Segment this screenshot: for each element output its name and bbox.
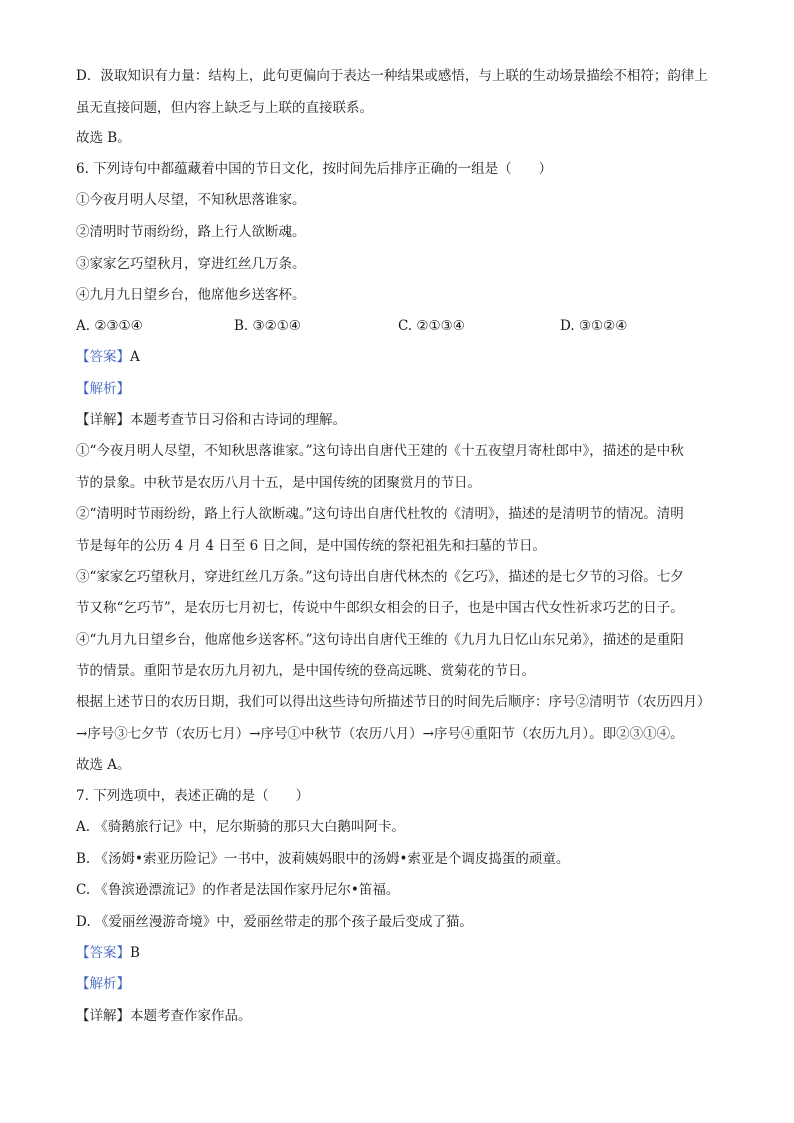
q6-explanation-line-5: ③“家家乞巧望秋月，穿进红丝几万条。”这句诗出自唐代林杰的《乞巧》，描述的是七夕节的习俗。七夕 — [76, 569, 684, 585]
q6-option-a: A. ②③①④ — [76, 318, 143, 334]
q6-stem: 6. 下列诗句中都蕴藏着中国的节日文化，按时间先后排序正确的一组是（ ） — [76, 161, 553, 177]
q6-item-4: ④九月九日望乡台，他席他乡送客杯。 — [76, 287, 306, 303]
q6-explanation-line-10: →序号③七夕节（农历七月）→序号①中秋节（农历八月）→序号④重阳节（农历九月）。即②③①④。 — [76, 726, 684, 742]
q6-explanation-line-8: 节的情景。重阳节是农历九月初九，是中国传统的登高远眺、赏菊花的节日。 — [76, 663, 535, 679]
q6-answer — [76, 347, 736, 367]
q5-conclusion: 故选 B。 — [76, 130, 131, 146]
q7-detail-tag: 【详解】 — [76, 1008, 130, 1024]
q6-explanation-line-6: 节又称“乞巧节”，是农历七月初七，传说中牛郎织女相会的日子，也是中国古代女性祈求巧艺的日子。 — [76, 600, 684, 616]
q6-item-3: ③家家乞巧望秋月，穿进红丝几万条。 — [76, 256, 306, 272]
q7-answer-tag: 【答案】 — [76, 945, 130, 961]
q6-explanation-line-9: 根据上述节日的农历日期，我们可以得出这些诗句所描述节日的时间先后顺序：序号②清明节（农历四月） — [76, 694, 711, 710]
q7-detail — [76, 1006, 736, 1026]
q6-option-c: C. ②①③④ — [398, 318, 465, 334]
q7-option-d: D. 《爱丽丝漫游奇境》中，爱丽丝带走的那个孩子最后变成了猫。 — [76, 914, 473, 930]
q7-analysis-label: 【解析】 — [76, 976, 130, 992]
q6-explanation-line-7: ④“九月九日望乡台，他席他乡送客杯。”这句诗出自唐代王维的《九月九日忆山东兄弟》，描述的是重阳 — [76, 632, 684, 648]
q6-explanation-line-3: ②“清明时节雨纷纷，路上行人欲断魂。”这句诗出自唐代杜牧的《清明》，描述的是清明节的情况。清明 — [76, 506, 684, 522]
q6-explanation-line-4: 节是每年的公历 4 月 4 日至 6 日之间，是中国传统的祭祀祖先和扫墓的节日。 — [76, 538, 547, 554]
q6-explanation-line-1: ①“今夜月明人尽望，不知秋思落谁家。”这句诗出自唐代王建的《十五夜望月寄杜郎中》，描述的是中秋 — [76, 443, 684, 459]
q6-detail-intro: 本题考查节日习俗和古诗词的理解。 — [130, 412, 346, 428]
q6-option-d: D. ③①②④ — [560, 318, 628, 334]
q6-conclusion: 故选 A。 — [76, 757, 131, 773]
q7-answer-value: B — [130, 945, 140, 961]
q6-answer-tag: 【答案】 — [76, 349, 130, 365]
q7-option-a: A. 《骑鹅旅行记》中，尼尔斯骑的那只大白鹅叫阿卡。 — [76, 819, 405, 835]
q6-item-2: ②清明时节雨纷纷，路上行人欲断魂。 — [76, 224, 306, 240]
q7-detail-intro: 本题考查作家作品。 — [130, 1008, 252, 1024]
q6-detail-tag: 【详解】 — [76, 412, 130, 428]
q6-explanation-line-2: 节的景象。中秋节是农历八月十五，是中国传统的团聚赏月的节日。 — [76, 475, 481, 491]
q7-stem: 7. 下列选项中，表述正确的是（ ） — [76, 788, 310, 804]
q7-analysis-tag — [76, 974, 736, 994]
q5-option-d-line1: D．汲取知识有力量：结构上，此句更偏向于表达一种结果或感悟，与上联的生动场景描绘不相符；韵律上 — [76, 68, 708, 84]
q6-analysis-label: 【解析】 — [76, 381, 130, 397]
q6-item-1: ①今夜月明人尽望，不知秋思落谁家。 — [76, 192, 306, 208]
q6-options-row — [76, 316, 736, 336]
q7-option-b: B. 《汤姆•索亚历险记》一书中，波莉姨妈眼中的汤姆•索亚是个调皮捣蛋的顽童。 — [76, 851, 570, 867]
q7-answer — [76, 943, 736, 963]
q6-answer-value: A — [130, 349, 140, 365]
q6-detail — [76, 410, 736, 430]
q7-option-c: C. 《鲁滨逊漂流记》的作者是法国作家丹尼尔•笛福。 — [76, 882, 400, 898]
q6-analysis-tag — [76, 379, 736, 399]
q6-option-b: B. ③②①④ — [234, 318, 301, 334]
q5-option-d-line2: 虽无直接问题，但内容上缺乏与上联的直接联系。 — [76, 100, 373, 116]
